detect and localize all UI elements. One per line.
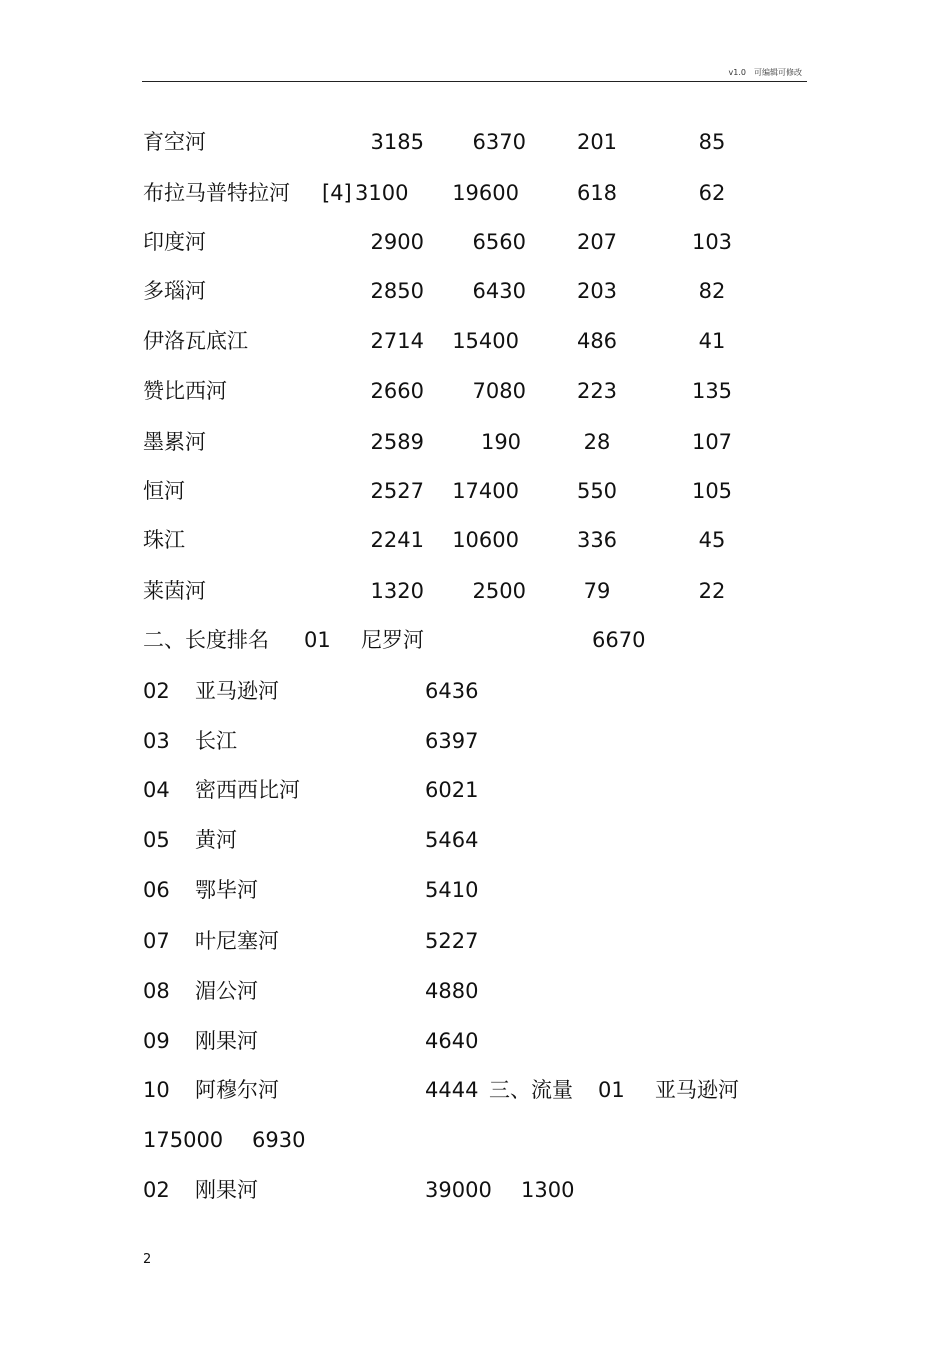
header-rule	[142, 81, 807, 82]
river-value: 107	[691, 430, 733, 454]
river-value: 82	[698, 279, 726, 303]
river-length: 3185	[370, 130, 424, 154]
river-length: 2527	[370, 479, 424, 503]
river-length: 6670	[592, 628, 646, 652]
citation-note: [4]	[322, 181, 352, 205]
rank-number: 09	[143, 1029, 170, 1053]
river-name: 墨累河	[143, 430, 206, 454]
rank-number: 03	[143, 729, 170, 753]
river-name: 恒河	[143, 479, 185, 503]
river-value: 19600	[452, 181, 519, 205]
river-value: 223	[576, 379, 618, 403]
header-note: v1.0 可编辑可修改	[728, 68, 802, 77]
river-value: 201	[576, 130, 618, 154]
river-value: 618	[576, 181, 618, 205]
river-value: 7080	[472, 379, 526, 403]
river-length: 4640	[425, 1029, 479, 1053]
river-value: 79	[583, 579, 611, 603]
river-value: 336	[576, 528, 618, 552]
river-value: 550	[576, 479, 618, 503]
rank-number: 02	[143, 679, 170, 703]
river-name: 刚果河	[195, 1029, 258, 1053]
river-length: 1320	[370, 579, 424, 603]
river-name: 长江	[195, 729, 237, 753]
river-name: 珠江	[143, 528, 185, 552]
river-value: 103	[691, 230, 733, 254]
river-length: 2660	[370, 379, 424, 403]
river-value: 85	[698, 130, 726, 154]
river-value: 10600	[452, 528, 519, 552]
rank-number: 06	[143, 878, 170, 902]
river-length: 4880	[425, 979, 479, 1003]
rank-number: 01	[304, 628, 331, 652]
river-value: 6370	[472, 130, 526, 154]
river-value: 1300	[521, 1178, 575, 1202]
river-length: 2900	[370, 230, 424, 254]
river-name: 布拉马普特拉河	[143, 181, 290, 205]
river-name: 亚马逊河	[655, 1078, 739, 1102]
river-value: 203	[576, 279, 618, 303]
river-value: 105	[691, 479, 733, 503]
river-value: 15400	[452, 329, 519, 353]
river-name: 鄂毕河	[195, 878, 258, 902]
river-name: 育空河	[143, 130, 206, 154]
river-value: 45	[698, 528, 726, 552]
river-value: 2500	[472, 579, 526, 603]
river-flow: 175000	[143, 1128, 224, 1152]
river-length: 6397	[425, 729, 479, 753]
river-flow: 39000	[425, 1178, 492, 1202]
river-name: 多瑙河	[143, 279, 206, 303]
river-name: 伊洛瓦底江	[143, 329, 248, 353]
river-length: 2241	[370, 528, 424, 552]
river-value: 17400	[452, 479, 519, 503]
section-heading: 三、流量	[489, 1078, 573, 1102]
river-value: 6560	[472, 230, 526, 254]
rank-number: 04	[143, 778, 170, 802]
rank-number: 10	[143, 1078, 170, 1102]
river-value: 6430	[472, 279, 526, 303]
river-length: 2714	[370, 329, 424, 353]
river-length: 6436	[425, 679, 479, 703]
river-length: 3100	[355, 181, 409, 205]
river-name: 刚果河	[195, 1178, 258, 1202]
section-heading: 二、长度排名	[143, 628, 269, 652]
river-length: 5227	[425, 929, 479, 953]
river-name: 印度河	[143, 230, 206, 254]
river-value: 207	[576, 230, 618, 254]
river-value: 6930	[252, 1128, 306, 1152]
river-name: 亚马逊河	[195, 679, 279, 703]
river-length: 2850	[370, 279, 424, 303]
rank-number: 08	[143, 979, 170, 1003]
rank-number: 02	[143, 1178, 170, 1202]
river-value: 190	[480, 430, 522, 454]
river-value: 28	[583, 430, 611, 454]
river-value: 135	[691, 379, 733, 403]
river-value: 41	[698, 329, 726, 353]
river-name: 黄河	[195, 828, 237, 852]
river-length: 5464	[425, 828, 479, 852]
river-name: 赞比西河	[143, 379, 227, 403]
river-name: 叶尼塞河	[195, 929, 279, 953]
rank-number: 01	[598, 1078, 625, 1102]
river-value: 22	[698, 579, 726, 603]
river-value: 486	[576, 329, 618, 353]
rank-number: 05	[143, 828, 170, 852]
page-number: 2	[143, 1252, 152, 1267]
river-value: 62	[698, 181, 726, 205]
river-name: 阿穆尔河	[195, 1078, 279, 1102]
river-name: 尼罗河	[361, 628, 424, 652]
rank-number: 07	[143, 929, 170, 953]
river-name: 密西西比河	[195, 778, 300, 802]
river-length: 5410	[425, 878, 479, 902]
river-name: 湄公河	[195, 979, 258, 1003]
river-name: 莱茵河	[143, 579, 206, 603]
river-length: 4444	[425, 1078, 479, 1102]
river-length: 2589	[370, 430, 424, 454]
river-length: 6021	[425, 778, 479, 802]
